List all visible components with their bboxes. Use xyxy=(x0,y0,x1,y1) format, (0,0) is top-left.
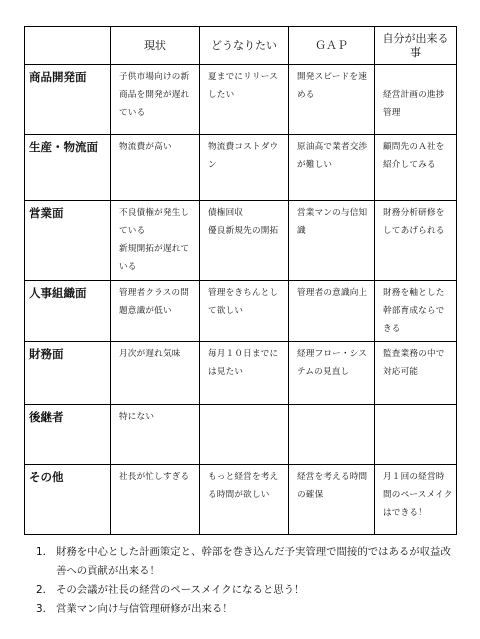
table-cell: 営業マンの与信知識 xyxy=(289,201,375,281)
header-gap: ＧＡＰ xyxy=(289,27,375,65)
table-row xyxy=(25,465,457,535)
row-label: 商品開発面 xyxy=(25,65,111,135)
table-row xyxy=(25,65,457,135)
header-goal: どうなりたい xyxy=(200,27,289,65)
table-row xyxy=(25,405,457,465)
row-label: 後継者 xyxy=(25,405,111,465)
table-row xyxy=(25,281,457,342)
table-cell: 不良債権が発生している 新規開拓が遅れている xyxy=(111,201,200,281)
row-label: 営業面 xyxy=(25,201,111,281)
table-cell: 子供市場向けの新商品を開発が遅れている xyxy=(111,65,200,135)
row-label: その他 xyxy=(25,465,111,535)
table-cell: 監査業務の中で対応可能 xyxy=(375,342,457,405)
header-corner xyxy=(25,27,111,65)
table-cell: 財務分析研修をしてあげられる xyxy=(375,201,457,281)
table-cell xyxy=(289,405,375,465)
table-cell: 顧問先のＡ社を紹介してみる xyxy=(375,135,457,201)
table-cell: 管理者クラスの問題意識が低い xyxy=(111,281,200,342)
table-cell: 債権回収 優良新規先の開拓 xyxy=(200,201,289,281)
table-cell: 物流費が高い xyxy=(111,135,200,201)
table-cell: 特にない xyxy=(111,405,200,465)
table-cell: 物流費コストダウン xyxy=(200,135,289,201)
gap-analysis-table xyxy=(24,26,457,535)
summary-notes xyxy=(24,543,456,619)
table-row xyxy=(25,135,457,201)
row-label: 生産・物流面 xyxy=(25,135,111,201)
table-cell: 月１回の経営時間のペースメイクはできる！ xyxy=(375,465,457,535)
note-text: その会議が社長の経営のペースメイクになると思う！ xyxy=(56,584,305,596)
list-item xyxy=(36,543,456,581)
note-number: 2． xyxy=(36,584,54,596)
table-cell xyxy=(375,405,457,465)
cell-text: 経営計画の進捗管理 xyxy=(383,90,445,118)
note-number: 1． xyxy=(36,546,54,558)
table-cell: 管理者の意識向上 xyxy=(289,281,375,342)
table-cell: 経営を考える時間の確保 xyxy=(289,465,375,535)
table-cell: 原油高で業者交渉が難しい xyxy=(289,135,375,201)
row-label: 人事組織面 xyxy=(25,281,111,342)
note-text: 財務を中心とした計画策定と、幹部を巻き込んだ予実管理で間接的ではあるが収益改善への貢献が出来る！ xyxy=(56,546,451,577)
table-cell: もっと経営を考える時間が欲しい xyxy=(200,465,289,535)
header-my-contribution: 自分が出来る事 xyxy=(375,27,457,65)
table-cell: 財務を軸とした幹部育成ならできる xyxy=(375,281,457,342)
note-number: 3． xyxy=(36,603,54,615)
table-cell: 夏までにリリースしたい xyxy=(200,65,289,135)
table-row xyxy=(25,342,457,405)
table-cell xyxy=(200,405,289,465)
table-cell: 毎月１０日までには見たい xyxy=(200,342,289,405)
row-label: 財務面 xyxy=(25,342,111,405)
note-text: 営業マン向け与信管理研修が出来る！ xyxy=(56,603,233,615)
document-sheet xyxy=(24,26,456,619)
table-cell: 経理フロー・システムの見直し xyxy=(289,342,375,405)
table-cell: 管理をきちんとして欲しい xyxy=(200,281,289,342)
table-cell: 開発スピードを速める xyxy=(289,65,375,135)
header-current: 現状 xyxy=(111,27,200,65)
header-row xyxy=(25,27,457,65)
list-item xyxy=(36,581,456,600)
table-cell: 社長が忙しすぎる xyxy=(111,465,200,535)
list-item xyxy=(36,600,456,619)
table-row xyxy=(25,201,457,281)
table-cell: 月次が遅れ気味 xyxy=(111,342,200,405)
table-cell xyxy=(375,65,457,135)
